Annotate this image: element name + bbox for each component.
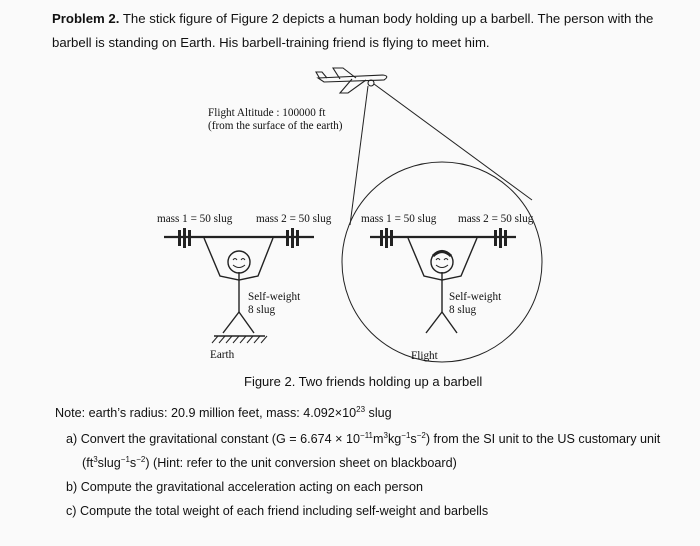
problem-label: Problem 2.: [52, 11, 120, 26]
right-self-weight-value: 8 slug: [449, 304, 477, 316]
qa-exp-2: 3: [383, 431, 388, 440]
qa2-exp-1: 3: [93, 455, 98, 464]
figure-caption: Figure 2. Two friends holding up a barbell: [244, 374, 483, 389]
right-mass2-label: mass 2 = 50 slug: [458, 213, 534, 225]
qa2-text-1: (ft: [82, 456, 94, 470]
zoom-line-right: [374, 84, 532, 200]
qa-text-2: m: [373, 432, 384, 446]
qa2-text-3: s: [129, 456, 137, 470]
qa-text-1: a) Convert the gravitational constant (G = 6.674 × 10: [66, 432, 361, 446]
left-head: [228, 251, 250, 273]
qa-exp-3: −1: [401, 431, 411, 440]
note-line: [55, 406, 392, 420]
question-a-line1: [66, 432, 660, 446]
qa-text-4: s: [410, 432, 417, 446]
right-mass1-label: mass 1 = 50 slug: [361, 213, 437, 225]
qa2-exp-2: −1: [120, 455, 130, 464]
left-mass1-label: mass 1 = 50 slug: [157, 213, 233, 225]
flight-altitude-label: Flight Altitude : 100000 ft: [208, 107, 326, 119]
airplane-icon: [316, 68, 387, 93]
right-self-weight-label: Self-weight: [449, 291, 502, 303]
note-unit: slug: [365, 406, 392, 420]
right-figure: [370, 228, 516, 333]
left-figure: [164, 228, 314, 343]
zoom-line-left: [350, 86, 368, 225]
qa-text-5: ) from the SI unit to the US customary unit: [425, 432, 661, 446]
earth-label: Earth: [210, 349, 235, 361]
left-self-weight-value: 8 slug: [248, 304, 276, 316]
left-mass2-label: mass 2 = 50 slug: [256, 213, 332, 225]
qa2-text-2: slug: [97, 456, 121, 470]
note-text: Note: earth’s radius: 20.9 million feet, mass: 4.092×10: [55, 406, 357, 420]
left-self-weight-label: Self-weight: [248, 291, 301, 303]
qa-exp-4: −2: [416, 431, 426, 440]
left-plates-1: [178, 228, 191, 248]
flight-altitude-note: (from the surface of the earth): [208, 120, 343, 132]
qa2-exp-3: −2: [136, 455, 146, 464]
problem-text: The stick figure of Figure 2 depicts a human body holding up a barbell. The person with the barbell is standing on Earth. His barbell-training friend is flying to meet him.: [52, 11, 654, 50]
right-plates-2: [494, 228, 507, 248]
qa-text-3: kg: [387, 432, 402, 446]
right-plates-1: [380, 228, 393, 248]
left-plates-2: [286, 228, 299, 248]
qa-exp-1: −11: [360, 431, 374, 440]
question-b: b) Compute the gravitational acceleration acting on each person: [66, 480, 424, 494]
flight-label: Flight: [411, 350, 438, 362]
flight-circle: [342, 162, 542, 362]
question-a-line2: [82, 456, 457, 470]
note-exponent: 23: [356, 405, 366, 414]
qa2-text-4: ) (Hint: refer to the unit conversion sheet on blackboard): [145, 456, 457, 470]
left-ground-hatch: [212, 336, 267, 343]
question-c: c) Compute the total weight of each friend including self-weight and barbells: [66, 504, 489, 518]
